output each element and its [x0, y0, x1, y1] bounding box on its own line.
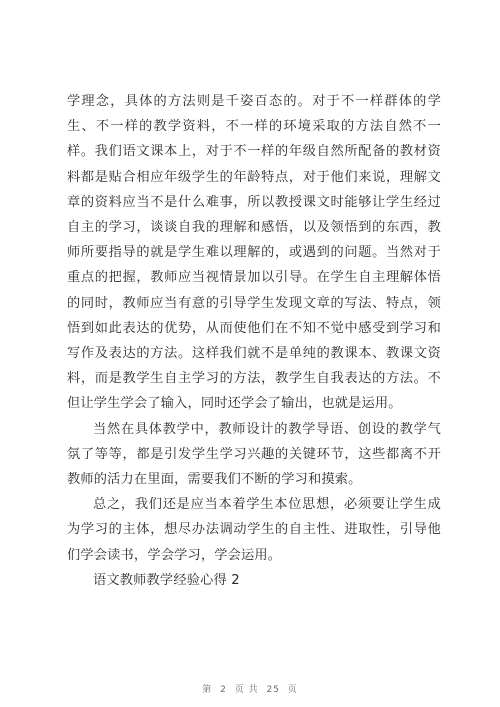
page-footer [0, 682, 500, 695]
footer-suffix: 页 [287, 685, 298, 695]
section-heading: 语文教师教学经验心得 2 [93, 572, 240, 588]
footer-total-pages: 25 [266, 685, 280, 695]
paragraph-conclusion: 总之，我们还是应当本着学生本位思想，必须要让学生成为学习的主体，想尽办法调动学生的自主性、进取性，引导他们学会读书，学会学习，学会运用。 [67, 497, 441, 563]
document-body [67, 89, 441, 593]
paragraph-continuation: 学理念，具体的方法则是千姿百态的。对于不一样群体的学生、不一样的教学资料，不一样的环境采取的方法自然不一样。我们语文课本上，对于不一样的年级自然所配备的教材资料都是贴合相应年级学生的年龄特点，对于他们来说，理解文章的资料应当不是什么难事，所以教授课文时能够让学生经过自主的学习，谈谈自我的理解和感悟，以及领悟到的东西，教师所要指导的就是学生难以理解的，或遇到的问题。当然对于重点的把握，教师应当视情景加以引导。在学生自主理解体悟的同时，教师应当有意的引导学生发现文章的写法、特点，领悟到如此表达的优势，从而使他们在不知不觉中感受到学习和写作及表达的方法。这样我们就不是单纯的教课本、教课文资料，而是教学生自主学习的方法，教学生自我表达的方法。不但让学生学会了输入，同时还学会了输出，也就是运用。 [67, 94, 441, 412]
footer-mid: 页 共 [234, 685, 259, 695]
footer-current-page: 2 [220, 685, 227, 695]
footer-prefix: 第 [202, 685, 213, 695]
paragraph-teaching-atmosphere: 当然在具体教学中，教师设计的教学导语、创设的教学气氛了等等，都是引发学生学习兴趣的关键环节，这些都离不开教师的活力在里面，需要我们不断的学习和摸索。 [67, 421, 441, 488]
